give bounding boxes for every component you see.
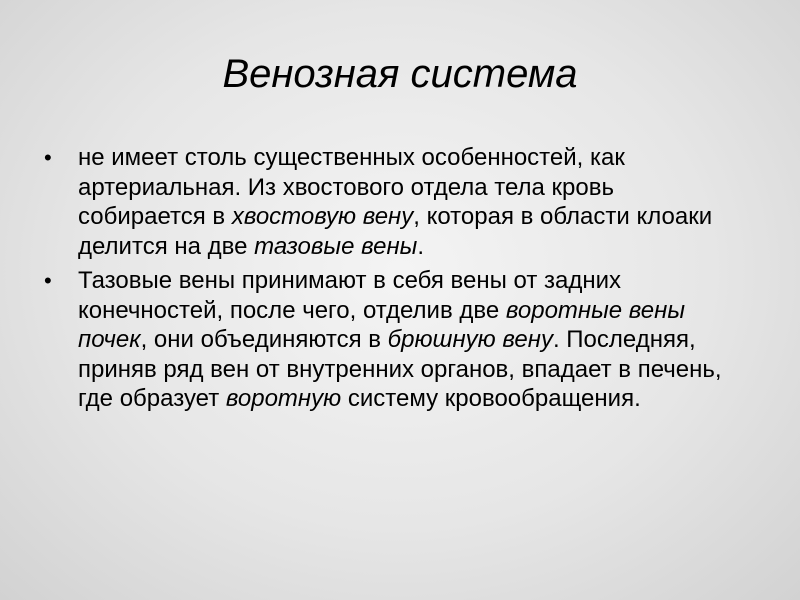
- emphasis: брюшную вену: [387, 326, 553, 353]
- emphasis: хвостовую вену: [231, 203, 414, 230]
- text: .: [417, 232, 424, 260]
- text: не имеет столь существенных особенностей, как артериальная. Из хвостового отдела тела кровь собирается в: [78, 144, 625, 230]
- emphasis: воротные вены почек: [78, 296, 686, 353]
- slide-title: Венозная система: [222, 52, 578, 96]
- text: . Последняя, приняв ряд вен от внутренних органов, впадает в печень, где образует: [78, 326, 722, 412]
- text: , они объединяются в: [140, 326, 388, 353]
- bullet-item: [44, 143, 744, 261]
- emphasis: воротную: [225, 385, 342, 412]
- bullet-list: [44, 143, 744, 419]
- bullet-item: [44, 266, 744, 414]
- text: Тазовые вены принимают в себя вены от задних конечностей, после чего, отделив две: [78, 267, 622, 324]
- bullet-icon: •: [44, 268, 52, 293]
- bullet-icon: •: [44, 145, 52, 170]
- emphasis: тазовые вены: [254, 232, 418, 260]
- text: систему кровообращения.: [341, 385, 641, 412]
- text: , которая в области клоаки делится на две: [78, 203, 713, 260]
